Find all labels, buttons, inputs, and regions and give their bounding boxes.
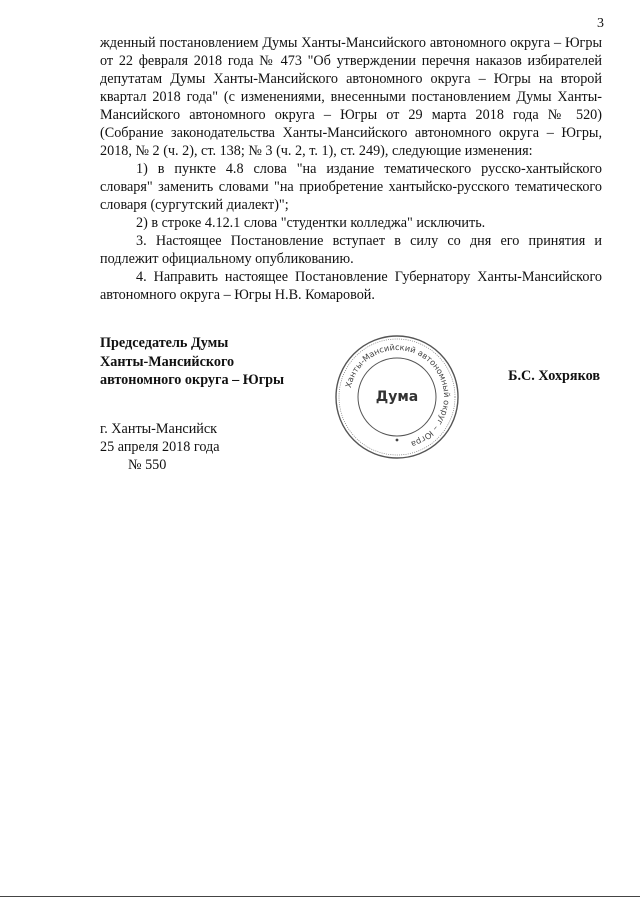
seal-star-icon xyxy=(396,439,399,442)
city: г. Ханты-Мансийск xyxy=(100,421,218,437)
paragraph-item-2: 2) в строке 4.12.1 слова "студентки колледжа" исключить. xyxy=(136,215,486,231)
paragraph-item-1: 1) в пункте 4.8 слова "на издание тематического русско-хантыйского словаря" заменить словами "на приобретение хантыйско-русского тематического словаря (сургутский диалект)"; xyxy=(100,161,602,213)
signatory-title-line: автономного округа – Югры xyxy=(100,372,285,388)
signatory-name: Б.С. Хохряков xyxy=(508,368,600,384)
document-date: 25 апреля 2018 года xyxy=(100,439,220,455)
seal-ring-text: Ханты-Мансийский автономный округ – Югра xyxy=(342,341,453,450)
signatory-title xyxy=(100,334,284,390)
paragraph-clause-4: 4. Направить настоящее Постановление Губернатору Ханты-Мансийского автономного округа – Югры Н.В. Комаровой. xyxy=(100,269,602,303)
page-number: 3 xyxy=(597,16,604,31)
signatory-title-line: Ханты-Мансийского xyxy=(100,353,235,370)
paragraph-clause-3: 3. Настоящее Постановление вступает в силу со дня его принятия и подлежит официальному опубликованию. xyxy=(100,233,602,267)
document-number: № 550 xyxy=(128,457,167,473)
official-seal xyxy=(333,333,461,461)
place-and-date xyxy=(100,420,220,474)
bottom-divider xyxy=(0,896,640,897)
seal-center-text: Дума xyxy=(375,389,419,405)
signatory-title-line: Председатель Думы xyxy=(100,335,229,351)
paragraph-continuation: жденный постановлением Думы Ханты-Мансийского автономного округа – Югры от 22 февраля 2018 года № 473 "Об утверждении перечня наказов избирателей депутатам Думы Ханты-Мансийского автономного округа – Югры на второй квартал 2018 года" (с изменениями, внесенными постановлением Думы Ханты-Мансийского автономного округа – Югры от 29 марта 2018 года № 520) (Собрание законодательства Ханты-Мансийского автономного округа – Югры, 2018, № 2 (ч. 2), ст. 138; № 3 (ч. 2, т. 1), ст. 249), следующие изменения: xyxy=(100,35,602,159)
document-body xyxy=(100,34,602,304)
